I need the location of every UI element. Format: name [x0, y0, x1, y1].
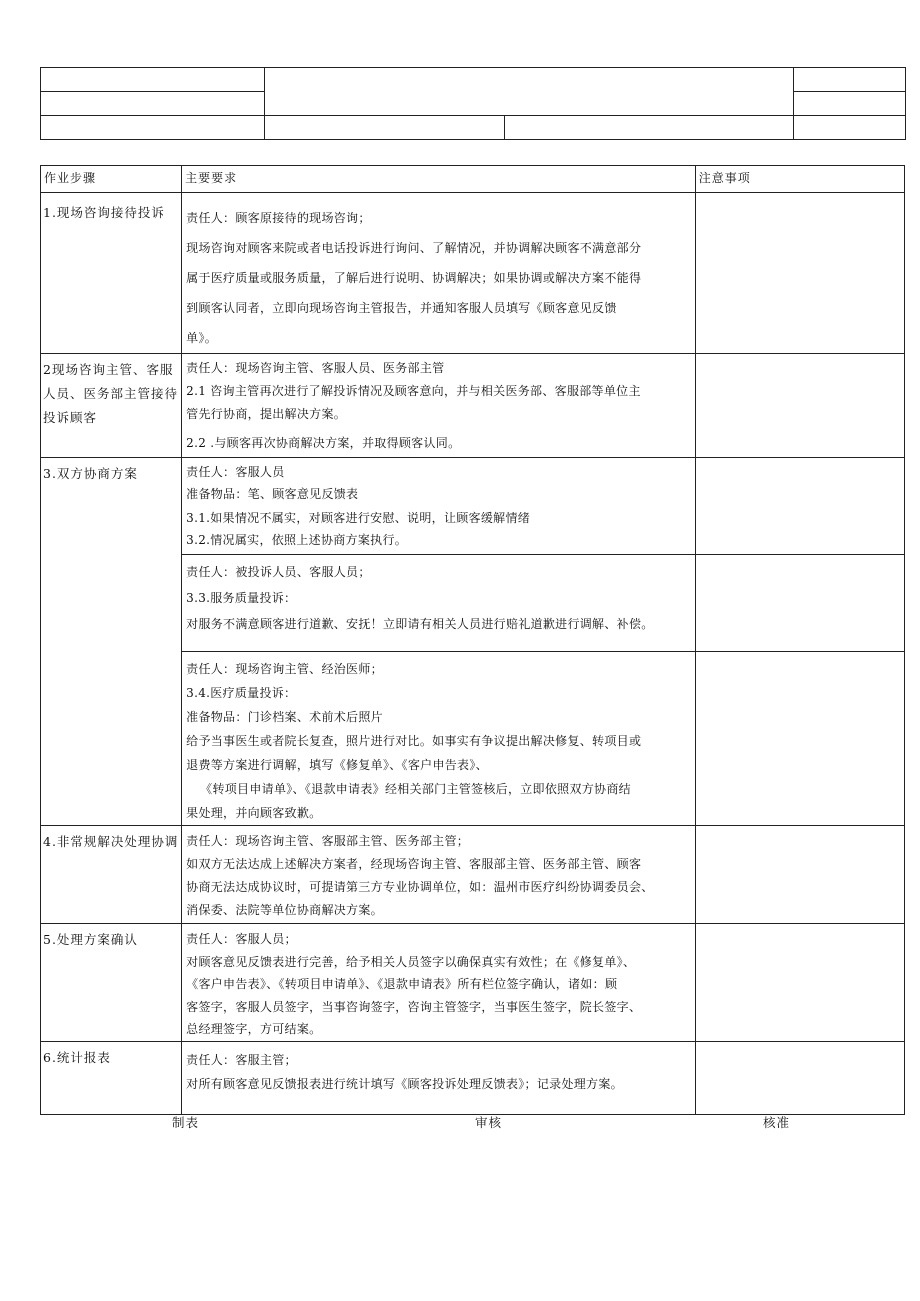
- signature-prepared-label: 制表: [172, 1115, 200, 1130]
- requirement-line: 2.2 .与顾客再次协商解决方案，并取得顾客认同。: [186, 436, 461, 450]
- requirement-line: 《转项目申请单》、《退款申请表》经相关部门主管签核后，立即依照双方协商结: [200, 782, 631, 796]
- header-row: [41, 68, 906, 92]
- header-cell: [505, 116, 794, 140]
- requirement-line: 3.3.服务质量投诉：: [186, 591, 297, 605]
- step-cell: 2现场咨询主管、客服人员、医务部主管接待投诉顾客: [41, 354, 182, 458]
- requirement-line: 协商无法达成协议时，可提请第三方专业协调单位，如：温州市医疗纠纷协调委员会、: [186, 880, 654, 894]
- table-row: [41, 354, 905, 458]
- column-header-step: 作业步骤: [41, 166, 182, 193]
- header-cell: [265, 116, 505, 140]
- requirements-cell: [182, 193, 696, 354]
- requirement-line: 客签字，客服人员签字，当事咨询签字，咨询主管签字，当事医生签字，院长签字、: [186, 999, 642, 1014]
- notes-cell: [695, 652, 904, 826]
- requirement-line: 2.1 咨询主管再次进行了解投诉情况及顾客意向，并与相关医务部、客服部等单位主: [186, 384, 641, 398]
- requirement-line: 3.2.情况属实，依照上述协商方案执行。: [186, 533, 408, 547]
- requirement-line: 3.4.医疗质量投诉：: [186, 686, 297, 700]
- requirement-line: 对服务不满意顾客进行道歉、安抚！立即请有相关人员进行赔礼道歉进行调解、补偿。: [186, 617, 654, 631]
- requirement-line: 消保委、法院等单位协商解决方案。: [186, 903, 383, 917]
- requirement-line: 现场咨询对顾客来院或者电话投诉进行询问、了解情况，并协调解决顾客不满意部分: [186, 241, 642, 255]
- table-row: [41, 924, 905, 1042]
- requirements-cell: [182, 826, 696, 924]
- requirements-cell: [182, 652, 696, 826]
- requirement-line: 单》。: [186, 331, 218, 345]
- signature-approved-label: 核准: [763, 1115, 791, 1130]
- signature-reviewed-label: 审核: [475, 1115, 503, 1130]
- step-cell: 4.非常规解决处理协调: [41, 826, 182, 924]
- requirement-line: 对顾客意见反馈表进行完善，给予相关人员签字以确保真实有效性；在《修复单》、: [186, 954, 636, 969]
- procedure-table: [40, 165, 905, 1115]
- column-header-notes: 注意事项: [695, 166, 904, 193]
- step-cell: 3.双方协商方案: [41, 458, 182, 826]
- header-cell: [794, 92, 906, 116]
- header-cell: [794, 68, 906, 92]
- table-header-row: [41, 166, 905, 193]
- requirement-line: 退费等方案进行调解，填写《修复单》、《客户申告表》、: [186, 758, 488, 772]
- requirement-line: 对所有顾客意见反馈报表进行统计填写《顾客投诉处理反馈表》；记录处理方案。: [186, 1076, 623, 1091]
- table-row: [41, 826, 905, 924]
- requirement-line: 属于医疗质量或服务质量，了解后进行说明、协调解决；如果协调或解决方案不能得: [186, 271, 642, 285]
- header-table: [40, 67, 906, 140]
- requirement-line: 准备物品：门诊档案、术前术后照片: [186, 710, 383, 724]
- requirement-line: 果处理，并向顾客致歉。: [186, 806, 322, 820]
- header-cell: [41, 92, 265, 116]
- header-cell: [41, 116, 265, 140]
- requirement-line: 责任人：现场咨询主管、经治医师；: [186, 662, 383, 676]
- table-row: [41, 458, 905, 555]
- notes-cell: [695, 555, 904, 652]
- requirement-line: 责任人：现场咨询主管、客服部主管、医务部主管；: [186, 834, 470, 848]
- requirement-line: 3.1.如果情况不属实，对顾客进行安慰、说明，让顾客缓解情绪: [186, 511, 531, 525]
- requirement-line: 准备物品：笔、顾客意见反馈表: [186, 487, 359, 501]
- requirement-line: 责任人：客服人员: [186, 465, 285, 479]
- requirements-cell: [182, 1041, 696, 1114]
- notes-cell: [695, 193, 904, 354]
- requirement-line: 如双方无法达成上述解决方案者，经现场咨询主管、客服部主管、医务部主管、顾客: [186, 857, 642, 871]
- notes-cell: [695, 924, 904, 1042]
- requirements-cell: [182, 354, 696, 458]
- step-cell: 6.统计报表: [41, 1041, 182, 1114]
- column-header-requirements: 主要要求: [182, 166, 696, 193]
- step-cell: 1.现场咨询接待投诉: [41, 193, 182, 354]
- header-cell: [41, 68, 265, 92]
- header-title-cell: [265, 68, 794, 116]
- notes-cell: [695, 354, 904, 458]
- requirement-line: 责任人：顾客原接待的现场咨询；: [186, 211, 371, 225]
- requirement-line: 《客户申告表》、《转项目申请单》、《退款申请表》所有栏位签字确认，诸如：顾: [186, 977, 618, 991]
- requirement-line: 总经理签字，方可结案。: [186, 1022, 322, 1036]
- table-row: [41, 193, 905, 354]
- requirement-line: 责任人：客服主管；: [186, 1052, 297, 1067]
- requirement-line: 管先行协商，提出解决方案。: [186, 407, 347, 421]
- requirement-line: 到顾客认同者，立即向现场咨询主管报告，并通知客服人员填写《顾客意见反馈: [186, 301, 617, 315]
- requirement-line: 责任人：客服人员；: [186, 932, 297, 946]
- step-cell: 5.处理方案确认: [41, 924, 182, 1042]
- requirements-cell: [182, 458, 696, 555]
- header-cell: [794, 116, 906, 140]
- requirement-line: 给予当事医生或者院长复查，照片进行对比。如事实有争议提出解决修复、转项目或: [186, 734, 642, 748]
- header-row: [41, 116, 906, 140]
- table-row: [41, 1041, 905, 1114]
- requirements-cell: [182, 924, 696, 1042]
- requirements-cell: [182, 555, 696, 652]
- notes-cell: [695, 458, 904, 555]
- notes-cell: [695, 826, 904, 924]
- notes-cell: [695, 1041, 904, 1114]
- requirement-line: 责任人：被投诉人员、客服人员；: [186, 565, 371, 579]
- requirement-line: 责任人：现场咨询主管、客服人员、医务部主管: [186, 361, 445, 375]
